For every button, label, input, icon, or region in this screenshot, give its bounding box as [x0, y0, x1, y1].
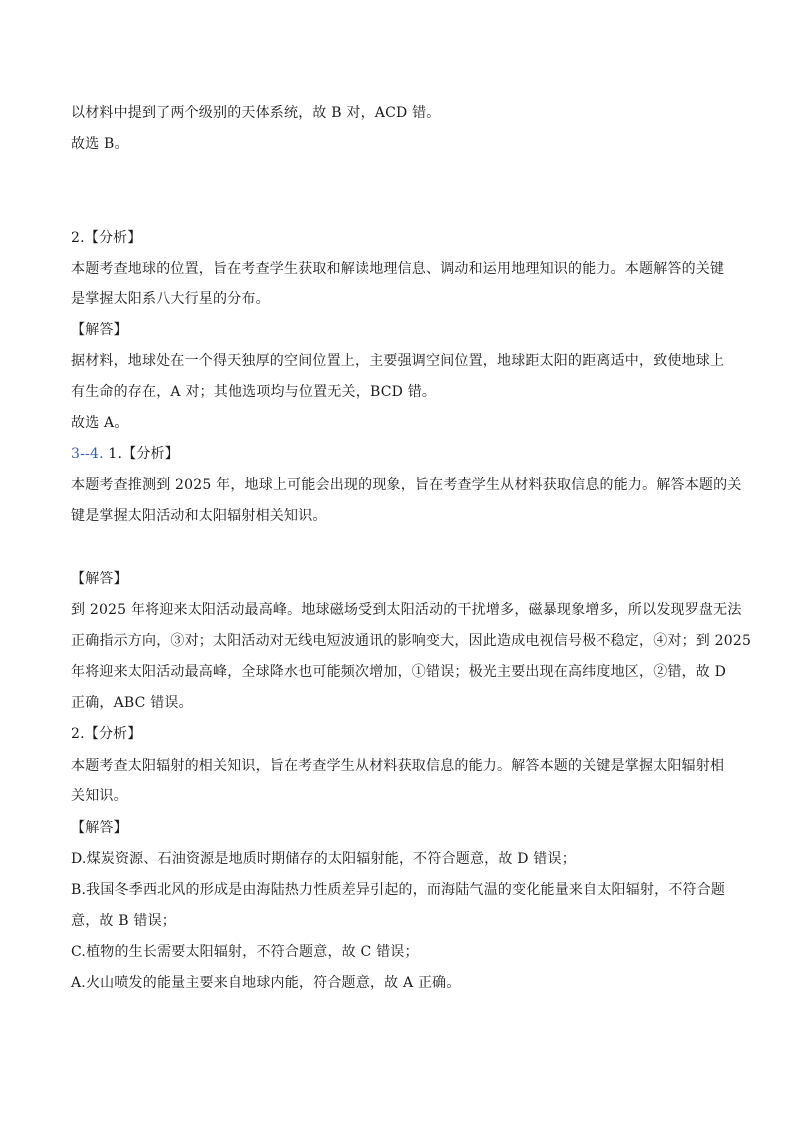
- section-heading-answer: 【解答】: [71, 322, 128, 338]
- text-line: A.火山喷发的能量主要来自地球内能，符合题意，故 A 正确。: [71, 975, 461, 991]
- text-line: 意，故 B 错误；: [71, 913, 176, 929]
- section-heading-answer: 【解答】: [71, 820, 128, 836]
- text-line: 正确指示方向，③对；太阳活动对无线电短波通讯的影响变大，因此造成电视信号极不稳定，④对；到 2025: [71, 633, 752, 649]
- question-heading: [71, 444, 731, 464]
- text-line: 以材料中提到了两个级别的天体系统，故 B 对，ACD 错。: [71, 105, 441, 121]
- text-line: 是掌握太阳系八大行星的分布。: [71, 291, 270, 307]
- text-line: 年将迎来太阳活动最高峰，全球降水也可能频次增加，①错误；极光主要出现在高纬度地区，②错，故 D: [71, 664, 727, 680]
- text-line: B.我国冬季西北风的形成是由海陆热力性质差异引起的，而海陆气温的变化能量来自太阳辐射，不符合题: [71, 882, 726, 898]
- text-line: D.煤炭资源、石油资源是地质时期储存的太阳辐射能，不符合题意，故 D 错误；: [71, 851, 576, 867]
- text-line: 关知识。: [71, 788, 128, 804]
- section-heading-analysis: 2.【分析】: [71, 230, 142, 246]
- section-heading-analysis: 2.【分析】: [71, 726, 142, 742]
- text-line: 本题考查地球的位置，旨在考查学生获取和解读地理信息、调动和运用地理知识的能力。本题解答的关键: [71, 261, 725, 277]
- text-line: 故选 B。: [71, 136, 129, 152]
- text-line: C.植物的生长需要太阳辐射，不符合题意，故 C 错误；: [71, 944, 419, 960]
- text-line: 正确，ABC 错误。: [71, 695, 193, 711]
- question-ref: 3--4.: [71, 446, 104, 462]
- text-line: 有生命的存在，A 对；其他选项均与位置无关，BCD 错。: [71, 384, 437, 400]
- text-line: 本题考查太阳辐射的相关知识，旨在考查学生从材料获取信息的能力。解答本题的关键是掌握太阳辐射相: [71, 758, 725, 774]
- text-line: 本题考查推测到 2025 年，地球上可能会出现的现象，旨在考查学生从材料获取信息的能力。解答本题的关: [71, 477, 742, 493]
- text-line: 键是掌握太阳活动和太阳辐射相关知识。: [71, 508, 327, 524]
- question-ref-sub: 1.: [108, 446, 123, 462]
- section-heading-answer: 【解答】: [71, 571, 128, 587]
- section-heading-analysis: 【分析】: [122, 446, 179, 462]
- text-line: 到 2025 年将迎来太阳活动最高峰。地球磁场受到太阳活动的干扰增多，磁暴现象增多，所以发现罗盘无法: [71, 602, 742, 618]
- text-line: 故选 A。: [71, 415, 129, 431]
- text-line: 据材料，地球处在一个得天独厚的空间位置上，主要强调空间位置，地球距太阳的距离适中，致使地球上: [71, 353, 725, 369]
